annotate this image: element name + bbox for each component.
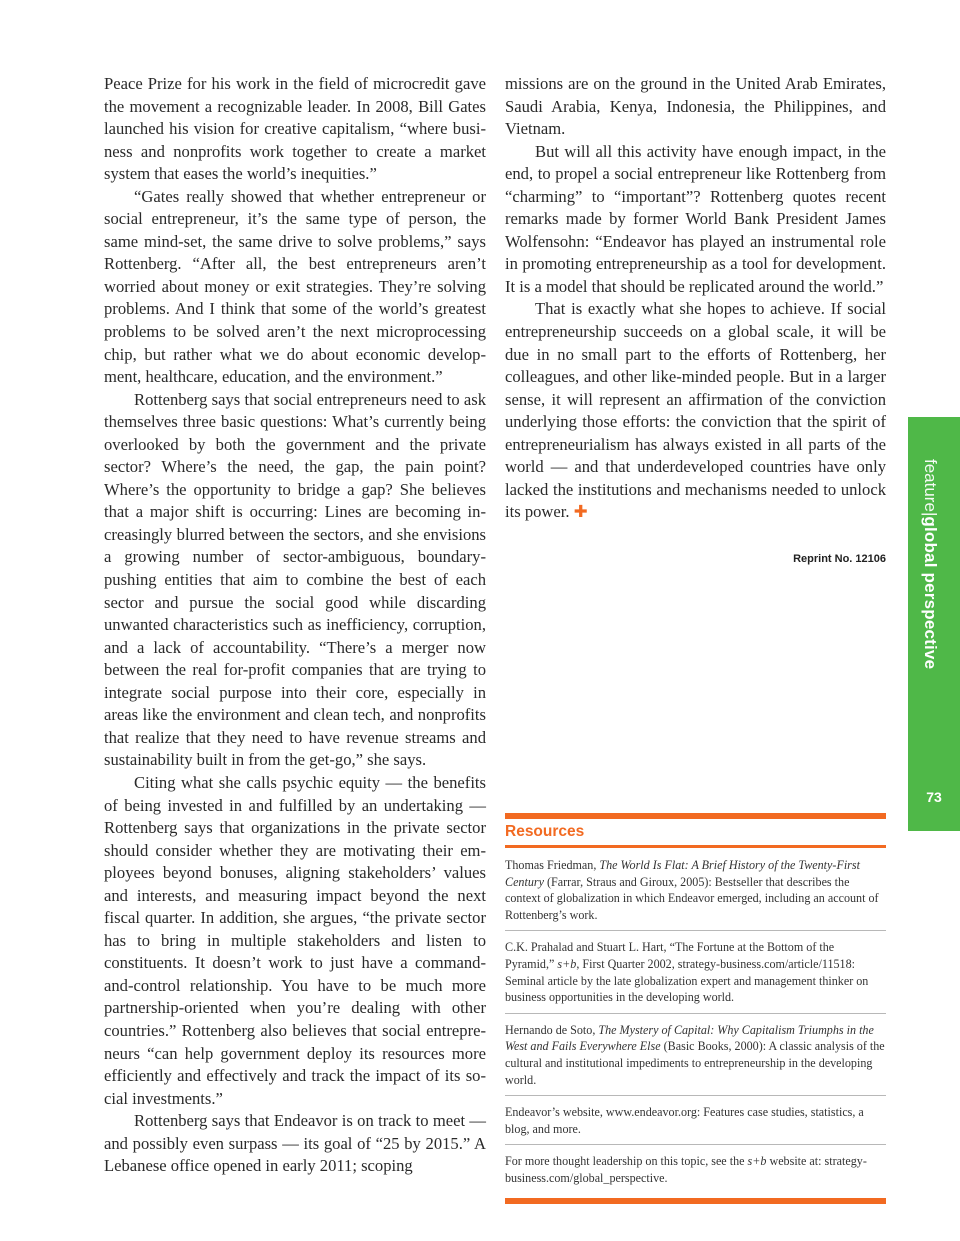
paragraph-text: That is exactly what she hopes to achieve. If social entrepreneurship succeeds on a global scale, it will be due in no small part to the efforts of Rottenberg, her colleagues, and other like-minded people. But in a larger sense, it will represent an affirmation of the conviction underlying those efforts: the conviction that the spirit of entrepreneurialism has always existed in all parts of the world — and that underdeveloped countries have only lacked the institutions and mechanisms needed to unlock its power. [505,299,886,522]
end-mark-icon: ✚ [573,502,588,522]
resource-text-pre: Hernando de Soto, [505,1022,599,1037]
article-paragraph [104,389,486,772]
resource-text-pre: C.K. Prahalad and Stuart L. Hart, “The Fortune at the Bottom of the Pyramid,” [505,940,835,971]
resources-title: Resources [505,823,585,840]
resource-text-pre: For more thought leadership on this topic, see the [505,1154,748,1169]
page-number: 73 [926,789,942,805]
section-name: feature [921,459,940,512]
resources-bottom-rule [505,1198,886,1204]
resources-title-rule [505,845,886,848]
resource-text-italic: The World Is Flat: A Brief History of the Twenty-First Century [505,858,860,889]
resource-text-pre: Thomas Friedman, [505,858,600,872]
resources-list [505,857,886,1194]
resource-text-post: (Basic Books, 2000): A classic analysis of the cultural and institutional impediments to entrepreneurship in the developing world. [505,1039,885,1087]
article-paragraph [505,141,886,299]
reprint-number: Reprint No. 12106 [793,553,886,565]
paragraph-text: But will all this activity have enough impact, in the end, to propel a social entrepreneur like Rottenberg from “charming” to “important”? Rottenberg quotes recent remarks made by former World Bank President James Wolfensohn: “Endeavor has played an instrumental role in promoting entrepreneurship as a tool for development. It is a model that should be replicated around the world.” [505,141,886,296]
resource-text-pre: Endeavor’s website, www.endeavor.org: Features case studies, statistics, a blog, and more. [505,1105,864,1136]
resource-text-post: website at: strategy-business.com/global_perspective. [505,1154,867,1185]
paragraph-text: Citing what she calls psychic equity — the benefits of being invested in and fulfilled by an undertaking — Rottenberg says that organizations in the private sector should consider whether they are motivating their employees beyond bonuses, aligning stakeholders’ values and interests, and measuring impact beyond the next fiscal quarter. In addition, she argues, “the private sector has to bring in multiple stakeholders and listen to constituents. It doesn’t work to just have a command-and-control relationship. You have to be much more partnership-oriented when you’re dealing with other countries.” Rottenberg also believes that social entrepreneurs “can help government deploy its resources more efficiently and effectively and track the impact of its social investments.” [104,772,486,1108]
resource-text-post: , First Quarter 2002, strategy-business.com/article/11518: Seminal article by the late globalization expert and management thinker on business opportunities in the developing world. [505,956,869,1005]
resource-text-post: (Farrar, Straus and Giroux, 2005): Bestseller that describes the context of globalization in which Endeavor emerged, including an account of Rottenberg’s work. [505,874,879,922]
paragraph-text: Rottenberg says that social entrepreneurs need to ask themselves three basic questions: What’s currently being overlooked by both the government and the private sector? Where’s the need, the gap, the pain point? Where’s the opportunity to bridge a gap? She believes that a major shift is occurring: Lines are becoming increasingly blurred between the sectors, and she envisions a growing number of sector-ambiguous, boundary-pushing entities that aim to combine the best of each sector and pursue the social good while discarding unwanted characteristics such as inefficiency, corruption, and a lack of accountability. “There’s a merger now between the real for-profit companies that are trying to integrate social purpose into their core, especially in areas like the environment and clean tech, and nonprofits that realize that they need to have revenue streams and sustainability built in from the get-go,” she says. [104,389,486,770]
resource-item [505,1153,886,1193]
section-side-tab [908,417,960,831]
article-paragraph [104,73,486,186]
paragraph-text: Rottenberg says that Endeavor is on track to meet — and possibly even surpass — its goal of “25 by 2015.” A Lebanese office opened in early 2011; scoping [104,1111,486,1176]
article-column-left [104,73,486,1178]
resource-item [505,1022,886,1096]
resource-text-italic: The Mystery of Capital: Why Capitalism Triumphs in the West and Fails Everywhere Else [505,1022,874,1054]
paragraph-text: Peace Prize for his work in the field of microcredit gave the movement a recognizable leader. In 2008, Bill Gates launched his vision for creative capitalism, “where business and nonprofits work together to create a market system that eases the world’s inequities.” [104,74,486,184]
section-label [920,459,940,669]
resource-item [505,1104,886,1145]
section-topic: global perspective [921,516,940,670]
resource-text-italic: s+b [747,1154,767,1169]
resource-item [505,939,886,1013]
article-paragraph [104,186,486,389]
resource-item [505,857,886,931]
section-separator: | [921,511,940,517]
article-paragraph [104,772,486,1110]
article-paragraph [104,1110,486,1178]
resources-box [505,813,886,1204]
article-paragraph [505,73,886,141]
paragraph-text: “Gates really showed that whether entrepreneur or social entrepreneur, it’s the same type of person, the same mind-set, the same drive to solve problems,” says Rottenberg. “After all, the best entrepreneurs aren’t worried about money or exit strategies. They’re solving problems. And I think that some of the world’s greatest problems to be solved aren’t the next microprocessing chip, but rather what we do about economic development, healthcare, education, and the environment.” [104,186,486,387]
paragraph-text: missions are on the ground in the United Arab Emirates, Saudi Arabia, Kenya, Indonesia, the Philippines, and Vietnam. [505,74,886,139]
resource-text-italic: s+b [557,956,577,971]
article-column-right [505,73,886,524]
article-paragraph [505,298,886,523]
